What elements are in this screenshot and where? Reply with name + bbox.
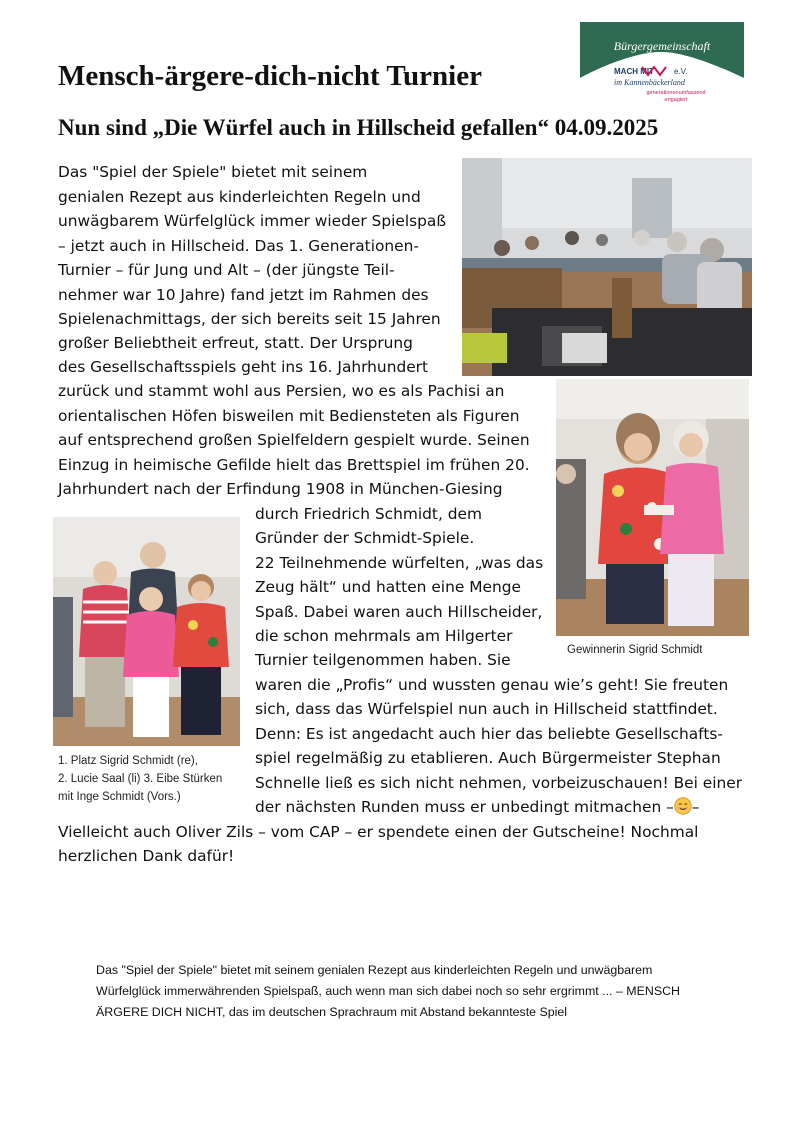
emoji-suffix: –: [691, 798, 700, 816]
caption-winner: Gewinnerin Sigrid Schmidt: [567, 644, 703, 656]
footer-line: Das "Spiel der Spiele" bietet mit seinem genialen Rezept aus kinderleichten Regeln und unwägbarem: [96, 963, 653, 977]
article-line: großer Beliebtheit erfreut, statt. Der Ursprung: [58, 334, 413, 352]
svg-text:im Kannenbäckerland: im Kannenbäckerland: [614, 78, 685, 87]
article-line: orientalischen Höfen bisweilen mit Bediensteten als Figuren: [58, 407, 520, 425]
photo-game-room: [462, 158, 752, 376]
caption-group-line-1: 1. Platz Sigrid Schmidt (re),: [58, 755, 198, 767]
article-line: Jahrhundert nach der Erfindung 1908 in München-Giesing: [58, 480, 503, 498]
article-line: Turnier teilgenommen haben. Sie: [255, 651, 511, 669]
article-line: auf entsprechend großen Spielfeldern gespielt wurde. Seinen: [58, 431, 530, 449]
svg-text:generationenumfassend: generationenumfassend: [646, 90, 706, 96]
svg-text:MACH MIT: MACH MIT: [614, 67, 654, 76]
article-line: Einzug in heimische Gefilde hielt das Brettspiel im frühen 20.: [58, 456, 530, 474]
article-line: sich, dass das Würfelspiel nun auch in Hillscheid stattfindet.: [255, 700, 718, 718]
article-line-with-emoji: [255, 797, 700, 817]
article-line: 22 Teilnehmende würfelten, „was das: [255, 554, 544, 572]
page-title: Mensch-ärgere-dich-nicht Turnier: [58, 60, 482, 92]
article-line: zurück und stammt wohl aus Persien, wo es als Pachisi an: [58, 382, 505, 400]
article-line: Denn: Es ist angedacht auch hier das beliebte Gesellschafts-: [255, 725, 723, 743]
article-line: herzlichen Dank dafür!: [58, 847, 235, 865]
article-line: Schnelle ließ es sich nicht nehmen, vorbeizuschauen! Bei einer: [255, 774, 743, 792]
svg-text:engagiert: engagiert: [664, 97, 688, 103]
caption-group-line-3: mit Inge Schmidt (Vors.): [58, 791, 181, 803]
footer-line: ÄRGERE DICH NICHT, das im deutschen Sprachraum mit Abstand bekannteste Spiel: [96, 1005, 568, 1019]
article-line: des Gesellschaftsspiels geht ins 16. Jahrhundert: [58, 358, 429, 376]
article-line: genialen Rezept aus kinderleichten Regeln und: [58, 188, 421, 206]
article-line: Spielenachmittags, der sich bereits seit 15 Jahren: [58, 310, 441, 328]
footer-line: Würfelglück immerwährenden Spielspaß, auch wenn man sich dabei noch so sehr ergrimmt ... – MENSCH: [96, 984, 680, 998]
article-line: Das "Spiel der Spiele" bietet mit seinem: [58, 163, 368, 181]
article-line: – jetzt auch in Hillscheid. Das 1. Generationen-: [58, 237, 419, 255]
photo-group-winners: [53, 517, 240, 746]
photo-winner: [556, 379, 749, 636]
page-subtitle: Nun sind „Die Würfel auch in Hillscheid gefallen“ 04.09.2025: [58, 115, 659, 140]
article-line: spiel regelmäßig zu etablieren. Auch Bürgermeister Stephan: [255, 749, 721, 767]
article-line: Vielleicht auch Oliver Zils – vom CAP – er spendete einen der Gutscheine! Nochmal: [58, 823, 699, 841]
article-line: nehmer war 10 Jahre) fand jetzt im Rahmen des: [58, 286, 429, 304]
svg-text:e.V.: e.V.: [674, 67, 688, 76]
association-logo: [580, 22, 744, 110]
article-line: die schon mehrmals am Hilgerter: [255, 627, 513, 645]
smiling-face-icon: [674, 797, 692, 815]
svg-text:Bürgergemeinschaft: Bürgergemeinschaft: [613, 39, 711, 53]
article-line: durch Friedrich Schmidt, dem: [255, 505, 482, 523]
caption-group-line-2: 2. Lucie Saal (li) 3. Eibe Stürken: [58, 773, 223, 785]
article-line: Zeug hält“ und hatten eine Menge: [255, 578, 521, 596]
article-line: Turnier – für Jung und Alt – (der jüngste Teil-: [58, 261, 395, 279]
article-line: waren die „Profis“ und wussten genau wie’s geht! Sie freuten: [255, 676, 729, 694]
article-line: Gründer der Schmidt-Spiele.: [255, 529, 475, 547]
article-line: der nächsten Runden muss er unbedingt mitmachen –: [255, 798, 674, 816]
article-line: unwägbarem Würfelglück immer wieder Spielspaß: [58, 212, 447, 230]
article-line: Spaß. Dabei waren auch Hillscheider,: [255, 603, 543, 621]
